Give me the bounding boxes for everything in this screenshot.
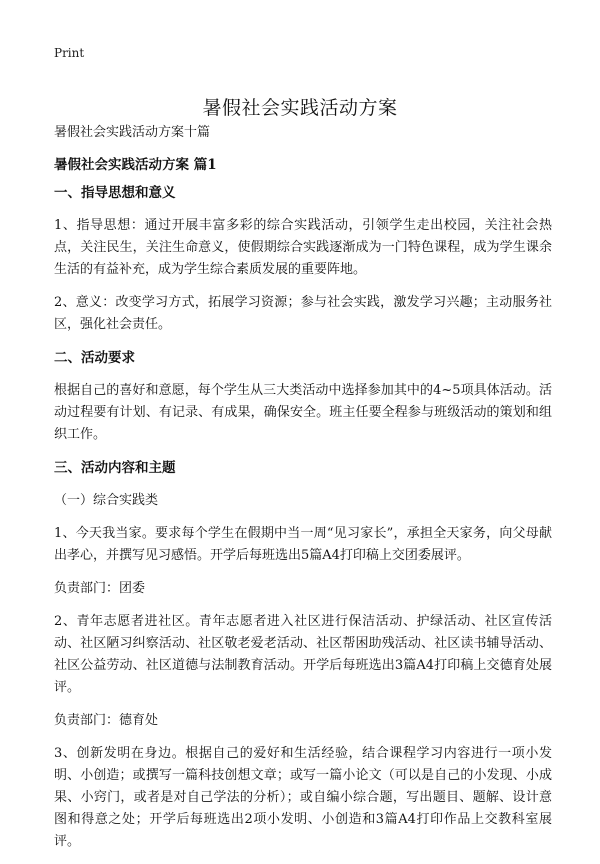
section-heading-content-themes: 三、活动内容和主题 bbox=[54, 460, 176, 476]
paragraph-requirements: 根据自己的喜好和意愿，每个学生从三大类活动中选择参加其中的4~5项具体活动。活动过程要有计划、有记录、有成果，确保安全。班主任要全程参与班级活动的策划和组织工作。 bbox=[54, 383, 552, 442]
department-label-youth-league: 负责部门：团委 bbox=[54, 581, 146, 596]
section-heading-requirements: 二、活动要求 bbox=[54, 350, 135, 366]
article-heading: 暑假社会实践活动方案 篇1 bbox=[54, 157, 217, 173]
paragraph-significance: 2、意义：改变学习方式，拓展学习资源；参与社会实践，激发学习兴趣；主动服务社区，强化社会责任。 bbox=[54, 295, 552, 332]
list-item-home-manager: 1、今天我当家。要求每个学生在假期中当一周“见习家长”，承担全天家务，向父母献出孝心，并撰写见习感悟。开学后每班选出5篇A4打印稿上交团委展评。 bbox=[54, 526, 552, 563]
document-subtitle: 暑假社会实践活动方案十篇 bbox=[54, 125, 211, 140]
section-heading-guiding-ideas: 一、指导思想和意义 bbox=[54, 185, 176, 201]
print-link[interactable]: Print bbox=[54, 46, 85, 60]
list-item-volunteers: 2、青年志愿者进社区。青年志愿者进入社区进行保洁活动、护绿活动、社区宣传活动、社区陋习纠察活动、社区敬老爱老活动、社区帮困助残活动、社区读书辅导活动、社区公益劳动、社区道德与法制教育活动。开学后每班选出3篇A4打印稿上交德育处展评。 bbox=[54, 614, 552, 695]
paragraph-guiding-ideas: 1、指导思想：通过开展丰富多彩的综合实践活动，引领学生走出校园，关注社会热点，关注民生，关注生命意义，使假期综合实践逐渐成为一门特色课程，成为学生课余生活的有益补充，成为学生综合素质发展的重要阵地。 bbox=[54, 218, 552, 277]
subsection-heading-comprehensive: （一）综合实践类 bbox=[54, 493, 159, 508]
article-body bbox=[54, 182, 552, 864]
department-label-moral-education: 负责部门：德育处 bbox=[54, 713, 159, 728]
page-title: 暑假社会实践活动方案 bbox=[202, 96, 398, 119]
list-item-invention: 3、创新发明在身边。根据自己的爱好和生活经验，结合课程学习内容进行一项小发明、小创造；或撰写一篇科技创想文章；或写一篇小论文（可以是自己的小发现、小成果、小窍门，或者是对自己学法的分析）；或自编小综合题，写出题目、题解、设计意图和得意之处；开学后每班选出2项小发明、小创造和3篇A4打印作品上交教科室展评。 bbox=[54, 746, 552, 849]
